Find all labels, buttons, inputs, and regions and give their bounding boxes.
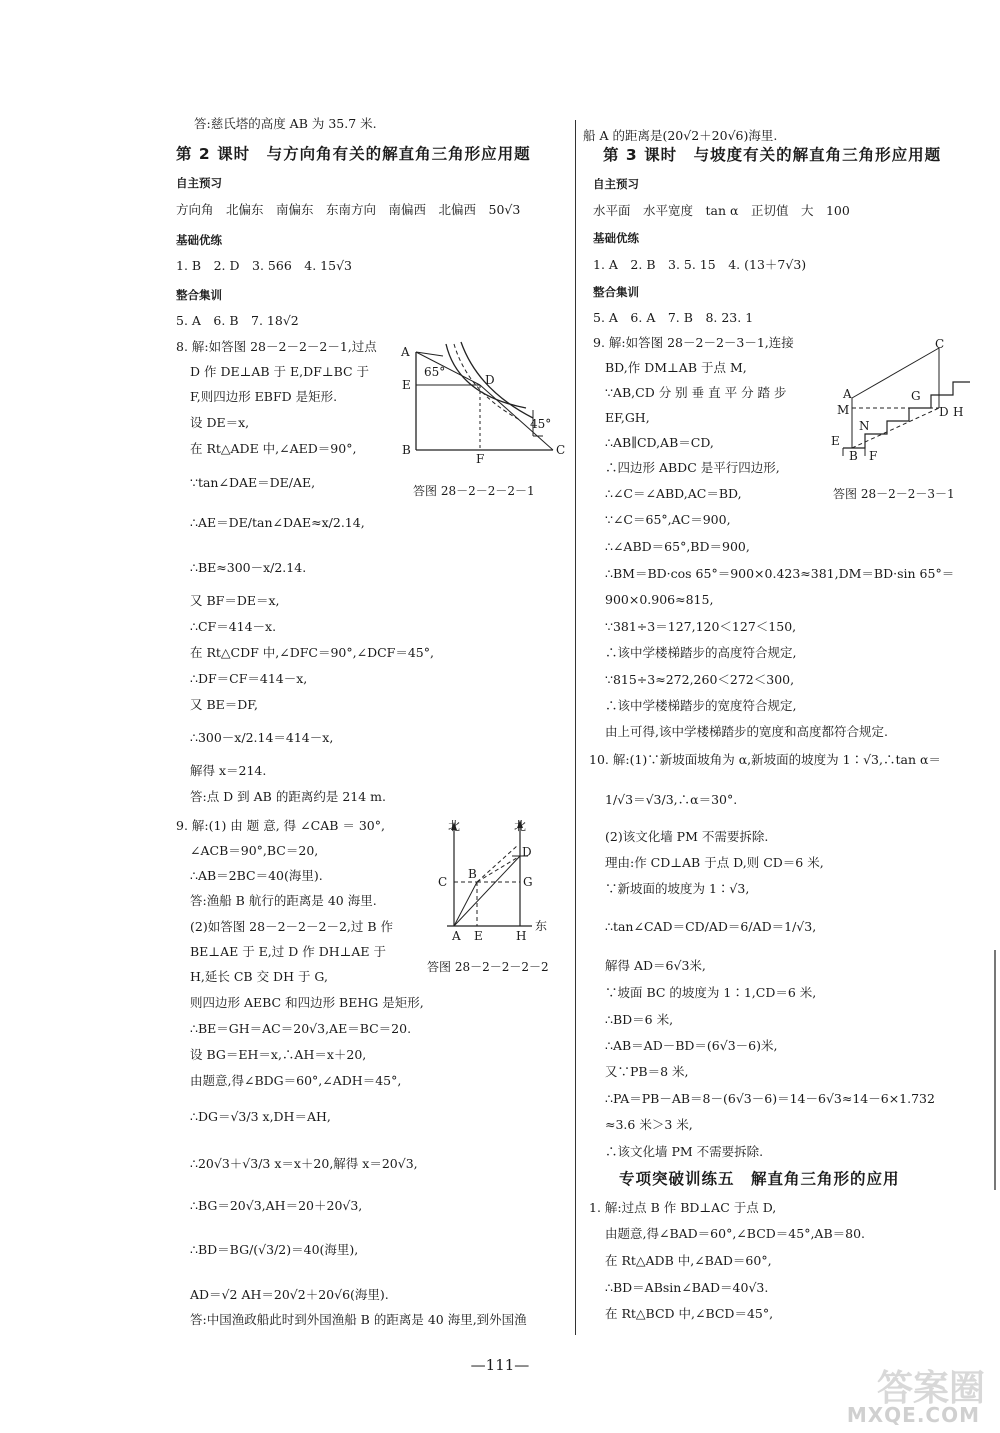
text-line: F,则四边形 EBFD 是矩形. <box>190 389 338 404</box>
text-line: (2)如答图 28－2－2－2－2,过 B 作 <box>190 919 394 934</box>
text-line: ∵∠C＝65°,AC＝900, <box>605 512 731 527</box>
label-E: E <box>831 434 840 448</box>
text-line: 设 DE＝x, <box>190 415 250 430</box>
text-line: H,延长 CB 交 DH 于 G, <box>190 969 328 984</box>
text-line: 方向角 北偏东 南偏东 东南方向 南偏西 北偏西 50√3 <box>176 202 521 217</box>
text-line: 9. 解:(1) 由 题 意, 得 ∠CAB ＝ 30°, <box>176 818 385 833</box>
text-line: 又 BF＝DE＝x, <box>190 593 280 608</box>
label-B: B <box>402 443 411 457</box>
text-line: 1. A 2. B 3. 5. 15 4. (13＋7√3) <box>593 257 807 272</box>
label-N: N <box>859 419 870 433</box>
label-E: E <box>474 929 483 943</box>
text-line: ∴20√3＋√3/3 x＝x＋20,解得 x＝20√3, <box>190 1156 418 1171</box>
text-line: ∵坡面 BC 的坡度为 1∶1,CD＝6 米, <box>605 985 817 1000</box>
label-A: A <box>401 345 410 359</box>
text-line: 1/√3＝√3/3,∴α＝30°. <box>605 792 738 807</box>
label-C: C <box>556 443 566 457</box>
text-line: ∴DG＝√3/3 x,DH＝AH, <box>190 1109 331 1124</box>
text-line: BE⊥AE 于 E,过 D 作 DH⊥AE 于 <box>190 944 387 959</box>
page-number: —111— <box>470 1356 530 1374</box>
text-line: 由题意,得∠BDG＝60°,∠ADH＝45°, <box>190 1073 402 1088</box>
text-line: 又∵PB＝8 米, <box>605 1064 689 1079</box>
label-D: D <box>939 405 949 419</box>
label-M: M <box>837 403 850 417</box>
text-line: 8. 解:如答图 28－2－2－2－1,过点 <box>176 339 377 354</box>
text-line: 答:渔船 B 航行的距离是 40 海里. <box>190 893 377 908</box>
text-line: ∴∠ABD＝65°,BD＝900, <box>605 539 750 554</box>
fig3-caption: 答图 28－2－2－3－1 <box>833 487 955 501</box>
text-line: EF,GH, <box>605 410 650 425</box>
subsection-heading: 自主预习 <box>176 176 222 190</box>
subsection-heading: 整合集训 <box>176 288 222 302</box>
text-line: ∠ACB＝90°,BC＝20, <box>190 843 319 858</box>
label-C: C <box>438 875 448 889</box>
text-line: ∵新坡面的坡度为 1∶√3, <box>605 881 750 896</box>
text-line: ∴BE＝GH＝AC＝20√3,AE＝BC＝20. <box>190 1021 412 1036</box>
label-H: H <box>953 405 964 419</box>
figure-28-2-2-2-1 <box>398 340 573 465</box>
text-line: ∴∠C＝∠ABD,AC＝BD, <box>605 486 742 501</box>
section-heading: 第 2 课时 与方向角有关的解直角三角形应用题 <box>176 145 531 163</box>
text-line: ∵815÷3≈272,260＜272＜300, <box>605 672 795 687</box>
text-line: ∴BD＝6 米, <box>605 1012 674 1027</box>
text-line: ∵381÷3＝127,120＜127＜150, <box>605 619 797 634</box>
text-line: 船 A 的距离是(20√2＋20√6)海里. <box>583 128 778 143</box>
text-line: 答:慈氏塔的高度 AB 为 35.7 米. <box>194 116 377 131</box>
text-line: 理由:作 CD⊥AB 于点 D,则 CD＝6 米, <box>605 855 824 870</box>
text-line: 9. 解:如答图 28－2－2－3－1,连接 <box>593 335 794 350</box>
fig2-caption: 答图 28－2－2－2－2 <box>427 960 549 974</box>
angle-65: 65° <box>424 365 446 379</box>
text-line: 设 BG＝EH＝x,∴AH＝x＋20, <box>190 1047 367 1062</box>
label-C: C <box>935 338 945 351</box>
subsection-heading: 基础优练 <box>593 231 639 245</box>
text-line: ∵tan∠DAE＝DE/AE, <box>190 475 316 490</box>
label-A: A <box>452 929 461 943</box>
label-E: E <box>402 378 411 392</box>
text-line: 在 Rt△CDF 中,∠DFC＝90°,∠DCF＝45°, <box>190 645 434 660</box>
text-line: ∴AB∥CD,AB＝CD, <box>605 435 714 450</box>
figure-28-2-2-2-2 <box>432 818 552 943</box>
label-east: 东 <box>535 919 548 933</box>
label-B: B <box>468 867 477 881</box>
text-line: 由题意,得∠BAD＝60°,∠BCD＝45°,AB＝80. <box>605 1226 866 1241</box>
label-G: G <box>523 875 533 889</box>
text-line: 1. B 2. D 3. 566 4. 15√3 <box>176 258 352 273</box>
page-edge-mark <box>994 950 996 1190</box>
text-line: ∴BG＝20√3,AH＝20＋20√3, <box>190 1198 363 1213</box>
text-line: ∴AB＝2BC＝40(海里). <box>190 868 323 883</box>
watermark-url: MXQE.COM <box>846 1403 980 1427</box>
text-line: 10. 解:(1)∵新坡面坡角为 α,新坡面的坡度为 1∶√3,∴tan α＝ <box>589 752 941 767</box>
subsection-heading: 基础优练 <box>176 233 222 247</box>
text-line: 由上可得,该中学楼梯踏步的宽度和高度都符合规定. <box>605 724 888 739</box>
angle-45: 45° <box>530 417 552 431</box>
text-line: ∴AE＝DE/tan∠DAE≈x/2.14, <box>190 515 365 530</box>
text-line: 答:中国渔政船此时到外国渔船 B 的距离是 40 海里,到外国渔 <box>190 1312 527 1327</box>
section-heading: 专项突破训练五 解直角三角形的应用 <box>619 1170 900 1188</box>
section-heading: 第 3 课时 与坡度有关的解直角三角形应用题 <box>603 146 942 164</box>
text-line: ∴BE≈300－x/2.14. <box>190 560 307 575</box>
text-line: ∵AB,CD 分 别 垂 直 平 分 踏 步 <box>605 385 787 400</box>
text-line: 5. A 6. A 7. B 8. 23. 1 <box>593 310 754 325</box>
text-line: 在 Rt△ADE 中,∠AED＝90°, <box>190 441 357 456</box>
text-line: BD,作 DM⊥AB 于点 M, <box>605 360 747 375</box>
text-line: 答:点 D 到 AB 的距离约是 214 m. <box>190 789 386 804</box>
text-line: 在 Rt△ADB 中,∠BAD＝60°, <box>605 1253 772 1268</box>
text-line: 又 BE＝DF, <box>190 697 259 712</box>
text-line: 解得 AD＝6√3米, <box>605 958 706 973</box>
subsection-heading: 自主预习 <box>593 177 639 191</box>
text-line: 5. A 6. B 7. 18√2 <box>176 313 299 328</box>
text-line: ∴300－x/2.14＝414－x, <box>190 730 334 745</box>
text-line: ∴AB＝AD－BD＝(6√3－6)米, <box>605 1038 778 1053</box>
label-D: D <box>522 845 532 859</box>
column-divider <box>575 120 576 1335</box>
watermark-logo: 答案圈 <box>876 1368 985 1409</box>
label-H: H <box>516 929 527 943</box>
subsection-heading: 整合集训 <box>593 285 639 299</box>
text-line: (2)该文化墙 PM 不需要拆除. <box>605 829 769 844</box>
label-north-2: 北 <box>514 819 527 833</box>
label-B: B <box>849 449 858 463</box>
text-line: 解得 x＝214. <box>190 763 267 778</box>
label-F: F <box>869 449 878 463</box>
label-north-1: 北 <box>448 819 461 833</box>
text-line: ∴BD＝BG/(√3/2)＝40(海里), <box>190 1242 359 1257</box>
text-line: ∴PA＝PB－AB＝8－(6√3－6)＝14－6√3≈14－6×1.732 <box>605 1091 935 1106</box>
label-D: D <box>485 373 495 387</box>
text-line: D 作 DE⊥AB 于 E,DF⊥BC 于 <box>190 364 370 379</box>
text-line: ∴四边形 ABDC 是平行四边形, <box>605 460 780 475</box>
text-line: ∴该文化墙 PM 不需要拆除. <box>605 1144 764 1159</box>
text-line: 则四边形 AEBC 和四边形 BEHG 是矩形, <box>190 995 424 1010</box>
fig1-caption: 答图 28－2－2－2－1 <box>413 484 535 498</box>
label-G: G <box>911 389 921 403</box>
text-line: 水平面 水平宽度 tan α 正切值 大 100 <box>593 203 850 218</box>
text-line: ∴该中学楼梯踏步的高度符合规定, <box>605 645 797 660</box>
text-line: ∴BD＝ABsin∠BAD＝40√3. <box>605 1280 769 1295</box>
text-line: 在 Rt△BCD 中,∠BCD＝45°, <box>605 1306 774 1321</box>
label-F: F <box>476 452 485 465</box>
text-line: ∴BM＝BD·cos 65°＝900×0.423≈381,DM＝BD·sin 65°＝ <box>605 566 955 581</box>
text-line: 900×0.906≈815, <box>605 592 714 607</box>
text-line: ∴CF＝414－x. <box>190 619 277 634</box>
text-line: 1. 解:过点 B 作 BD⊥AC 于点 D, <box>589 1200 777 1215</box>
text-line: ≈3.6 米＞3 米, <box>605 1117 693 1132</box>
text-line: ∴该中学楼梯踏步的宽度符合规定, <box>605 698 797 713</box>
text-line: ∴DF＝CF＝414－x, <box>190 671 308 686</box>
label-A: A <box>843 387 852 401</box>
text-line: AD＝√2 AH＝20√2＋20√6(海里). <box>190 1287 389 1302</box>
text-line: ∴tan∠CAD＝CD/AD＝6/AD＝1/√3, <box>605 919 817 934</box>
figure-28-2-2-3-1 <box>825 338 975 466</box>
